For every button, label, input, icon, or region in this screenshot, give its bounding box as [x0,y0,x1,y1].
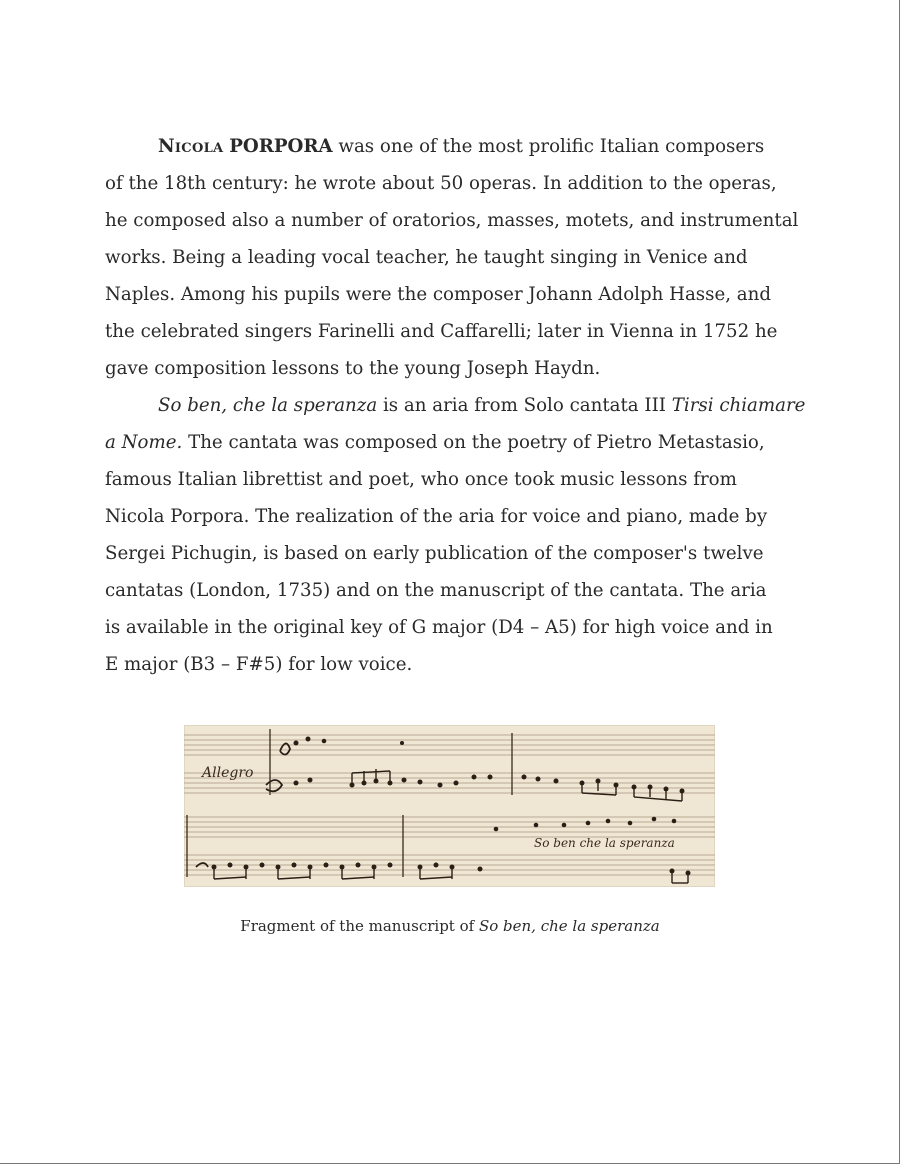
composer-first-name: Nicola [158,136,224,157]
text-line: is available in the original key of G major (D4 – A5) for high voice and in [105,617,773,638]
text-line: works. Being a leading vocal teacher, he taught singing in Venice and [105,247,748,268]
text-line [105,128,805,165]
tempo-marking: Allegro [202,765,254,781]
biography-paragraph [105,128,805,387]
text-line: Sergei Pichugin, is based on early publication of the composer's twelve [105,543,764,564]
text-line: Nicola Porpora. The realization of the aria for voice and piano, made by [105,506,768,527]
caption-prefix: Fragment of the manuscript of [240,917,479,935]
text-line [105,424,805,461]
caption-title: So ben, che la speranza [478,917,660,935]
text-line: of the 18th century: he wrote about 50 operas. In addition to the operas, [105,173,777,194]
text-span: is an aria from Solo cantata III [377,395,672,416]
text-line: Naples. Among his pupils were the composer Johann Adolph Hasse, and [105,284,772,305]
text-line: he composed also a number of oratorios, masses, motets, and instrumental [105,210,799,231]
aria-title: So ben, che la speranza [158,395,378,416]
text-line: the celebrated singers Farinelli and Caffarelli; later in Vienna in 1752 he [105,321,778,342]
aria-paragraph [105,387,805,683]
text-block [105,128,805,683]
text-line: famous Italian librettist and poet, who once took music lessons from [105,469,737,490]
text-line: cantatas (London, 1735) and on the manuscript of the cantata. The aria [105,580,767,601]
manuscript-image [184,725,715,887]
manuscript-drawing [184,725,715,887]
manuscript-lyric: So ben che la speranza [534,836,675,850]
figure-caption [0,917,900,935]
cantata-title: a Nome. [105,432,183,453]
text-line: gave composition lessons to the young Joseph Haydn. [105,358,601,379]
text-span: The cantata was composed on the poetry of Pietro Metastasio, [182,432,765,453]
cantata-title: Tirsi chiamare [671,395,806,416]
manuscript-paper [184,725,715,887]
composer-last-name: PORPORA [229,136,333,157]
text-line [105,387,805,424]
text-line: E major (B3 – F#5) for low voice. [105,654,413,675]
text-span: was one of the most prolific Italian composers [332,136,765,157]
